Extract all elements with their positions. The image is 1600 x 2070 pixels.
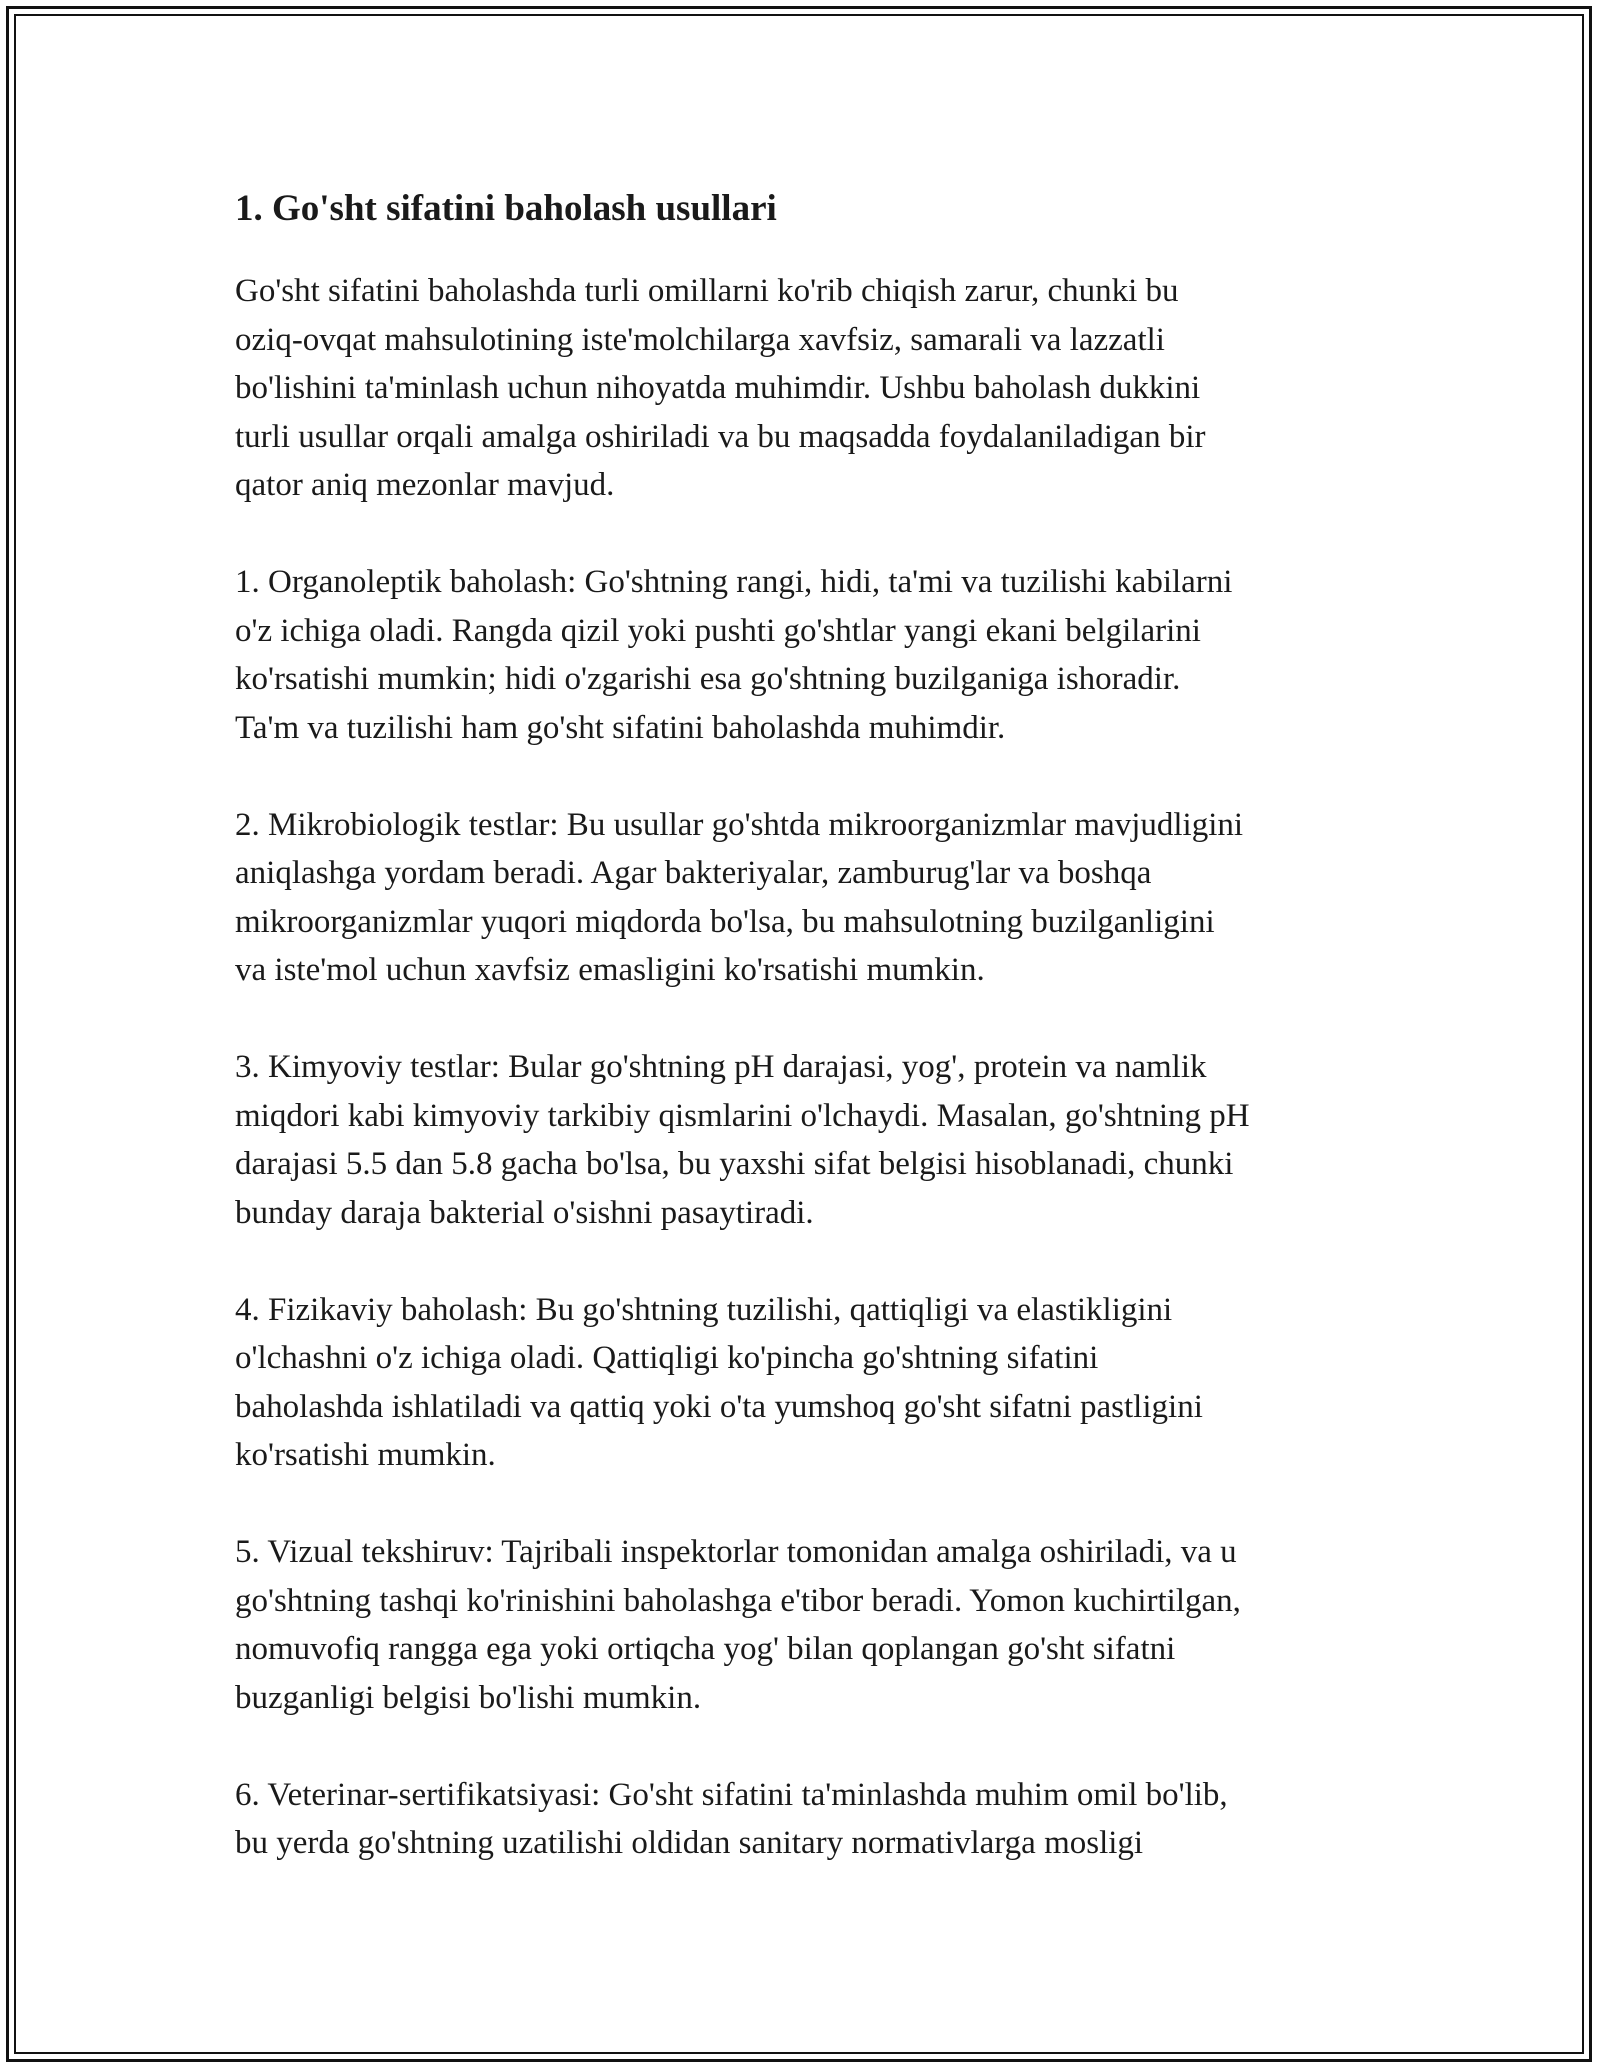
visual-inspection-paragraph: 5. Vizual tekshiruv: Tajribali inspektorlar tomonidan amalga oshiriladi, va u go'shtning tashqi ko'rinishini baholashga e'tibor beradi. Yomon kuchirtilgan, nomuvofiq rangga ega yoki ortiqcha yog' bilan qoplangan go'sht sifatni buzganligi belgisi bo'lishi mumkin. xyxy=(235,1534,1241,1716)
section-heading: 1. Go'sht sifatini baholash usullari xyxy=(235,188,777,229)
physical-paragraph: 4. Fizikaviy baholash: Bu go'shtning tuzilishi, qattiqligi va elastikligini o'lchashni o'z ichiga oladi. Qattiqligi ko'pincha go'shtning sifatini baholashda ishlatiladi va qattiq yoki o'ta yumshoq go'sht sifatni pastligini ko'rsatishi mumkin. xyxy=(235,1291,1203,1473)
organoleptic-paragraph: 1. Organoleptik baholash: Go'shtning rangi, hidi, ta'mi va tuzilishi kabilarni o'z ichiga oladi. Rangda qizil yoki pushti go'shtlar yangi ekani belgilarini ko'rsatishi mumkin; hidi o'zgarishi esa go'shtning buzilganiga ishoradir. Ta'm va tuzilishi ham go'sht sifatini baholashda muhimdir. xyxy=(235,564,1233,746)
chemical-paragraph: 3. Kimyoviy testlar: Bular go'shtning pH darajasi, yog', protein va namlik miqdori kabi kimyoviy tarkibiy qismlarini o'lchaydi. Masalan, go'shtning pH darajasi 5.5 dan 5.8 gacha bo'lsa, bu yaxshi sifat belgisi hisoblanadi, chunki bunday daraja bakterial o'sishni pasaytiradi. xyxy=(235,1049,1250,1231)
document-body xyxy=(235,185,1375,1916)
veterinary-certification-paragraph: 6. Veterinar-sertifikatsiyasi: Go'sht sifatini ta'minlashda muhim omil bo'lib, bu yerda go'shtning uzatilishi oldidan sanitary normativlarga mosligi xyxy=(235,1776,1228,1861)
microbiological-paragraph: 2. Mikrobiologik testlar: Bu usullar go'shtda mikroorganizmlar mavjudligini aniqlashga yordam beradi. Agar bakteriyalar, zamburug'lar va boshqa mikroorganizmlar yuqori miqdorda bo'lsa, bu mahsulotning buzilganligini va iste'mol uchun xavfsiz emasligini ko'rsatishi mumkin. xyxy=(235,806,1244,988)
intro-paragraph: Go'sht sifatini baholashda turli omillarni ko'rib chiqish zarur, chunki bu oziq-ovqat mahsulotining iste'molchilarga xavfsiz, samarali va lazzatli bo'lishini ta'minlash uchun nihoyatda muhimdir. Ushbu baholash dukkini turli usullar orqali amalga oshiriladi va bu maqsadda foydalaniladigan bir qator aniq mezonlar mavjud. xyxy=(235,273,1206,503)
